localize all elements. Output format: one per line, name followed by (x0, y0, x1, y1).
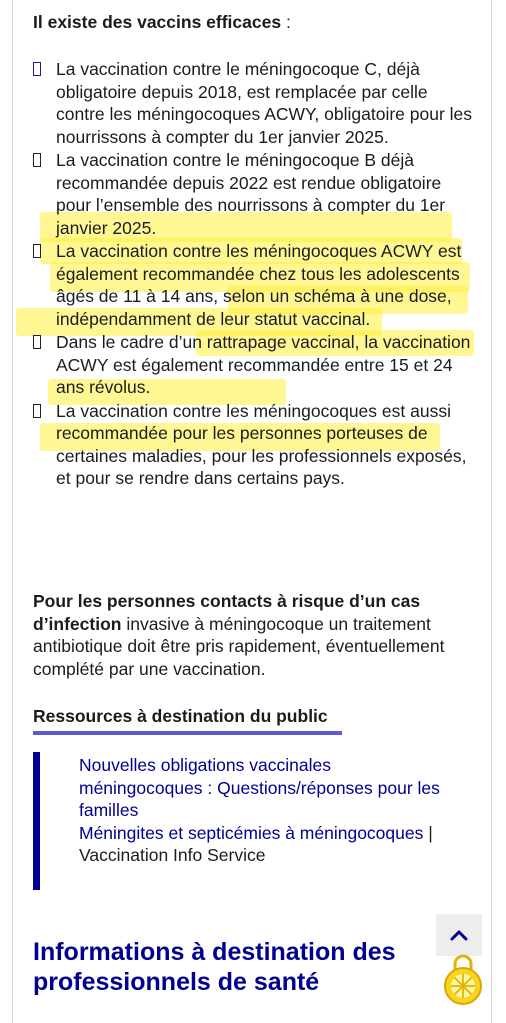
bullet-box-icon (33, 62, 41, 76)
bullet-box-icon (33, 404, 41, 418)
list-item: Dans le cadre d’un rattrapage vaccinal, la vaccination ACWY est également recommandée entre 15 et 24 ans révolus. (33, 331, 473, 399)
contact-paragraph: Pour les personnes contacts à risque d’un cas d’infection invasive à méningocoque un traitement antibiotique doit être pris rapidement, éventuellement complété par une vaccination. (33, 591, 445, 679)
list-item: La vaccination contre les méningocoques est aussi recommandée pour les personnes porteuses de certaines maladies, pour les professionnels exposés, et pour se rendre dans certains pays. (33, 400, 473, 490)
pro-section-heading: Informations à destination des professionnels de santé (33, 938, 396, 996)
bullet-box-icon (33, 153, 41, 167)
link-questions-reponses[interactable]: Nouvelles obligations vaccinales méningocoques : Questions/réponses pour les familles (79, 755, 440, 820)
chevron-up-icon (449, 928, 469, 942)
resources-heading: Ressources à destination du public (33, 706, 328, 726)
list-item: La vaccination contre le méningocoque B déjà recommandée depuis 2022 est rendue obligatoire pour l’ensemble des nourrissons à compter du 1er janvier 2025. (33, 149, 473, 239)
intro-heading: Il existe des vaccins efficaces : (33, 12, 291, 32)
vaccine-list (33, 58, 473, 491)
bullet-box-icon (33, 244, 41, 258)
link-source-label: | Vaccination Info Service (79, 822, 433, 865)
bullet-box-icon (33, 335, 41, 349)
link-meningites[interactable]: Méningites et septicémies à méningocoques (79, 822, 424, 843)
resources-heading-underline (33, 731, 342, 735)
lemon-lock-icon[interactable] (441, 950, 485, 1006)
list-item: La vaccination contre les méningocoques ACWY est également recommandée chez tous les adolescents âgés de 11 à 14 ans, selon un schéma à une dose, indépendamment de leur statut vaccinal. (33, 240, 473, 330)
list-item: La vaccination contre le méningocoque C, déjà obligatoire depuis 2018, est remplacée par celle contre les méningocoques ACWY, obligatoire pour les nourrissons à compter du 1er janvier 2025. (33, 58, 473, 148)
links-accent-bar (33, 752, 40, 890)
resource-links (79, 754, 459, 867)
